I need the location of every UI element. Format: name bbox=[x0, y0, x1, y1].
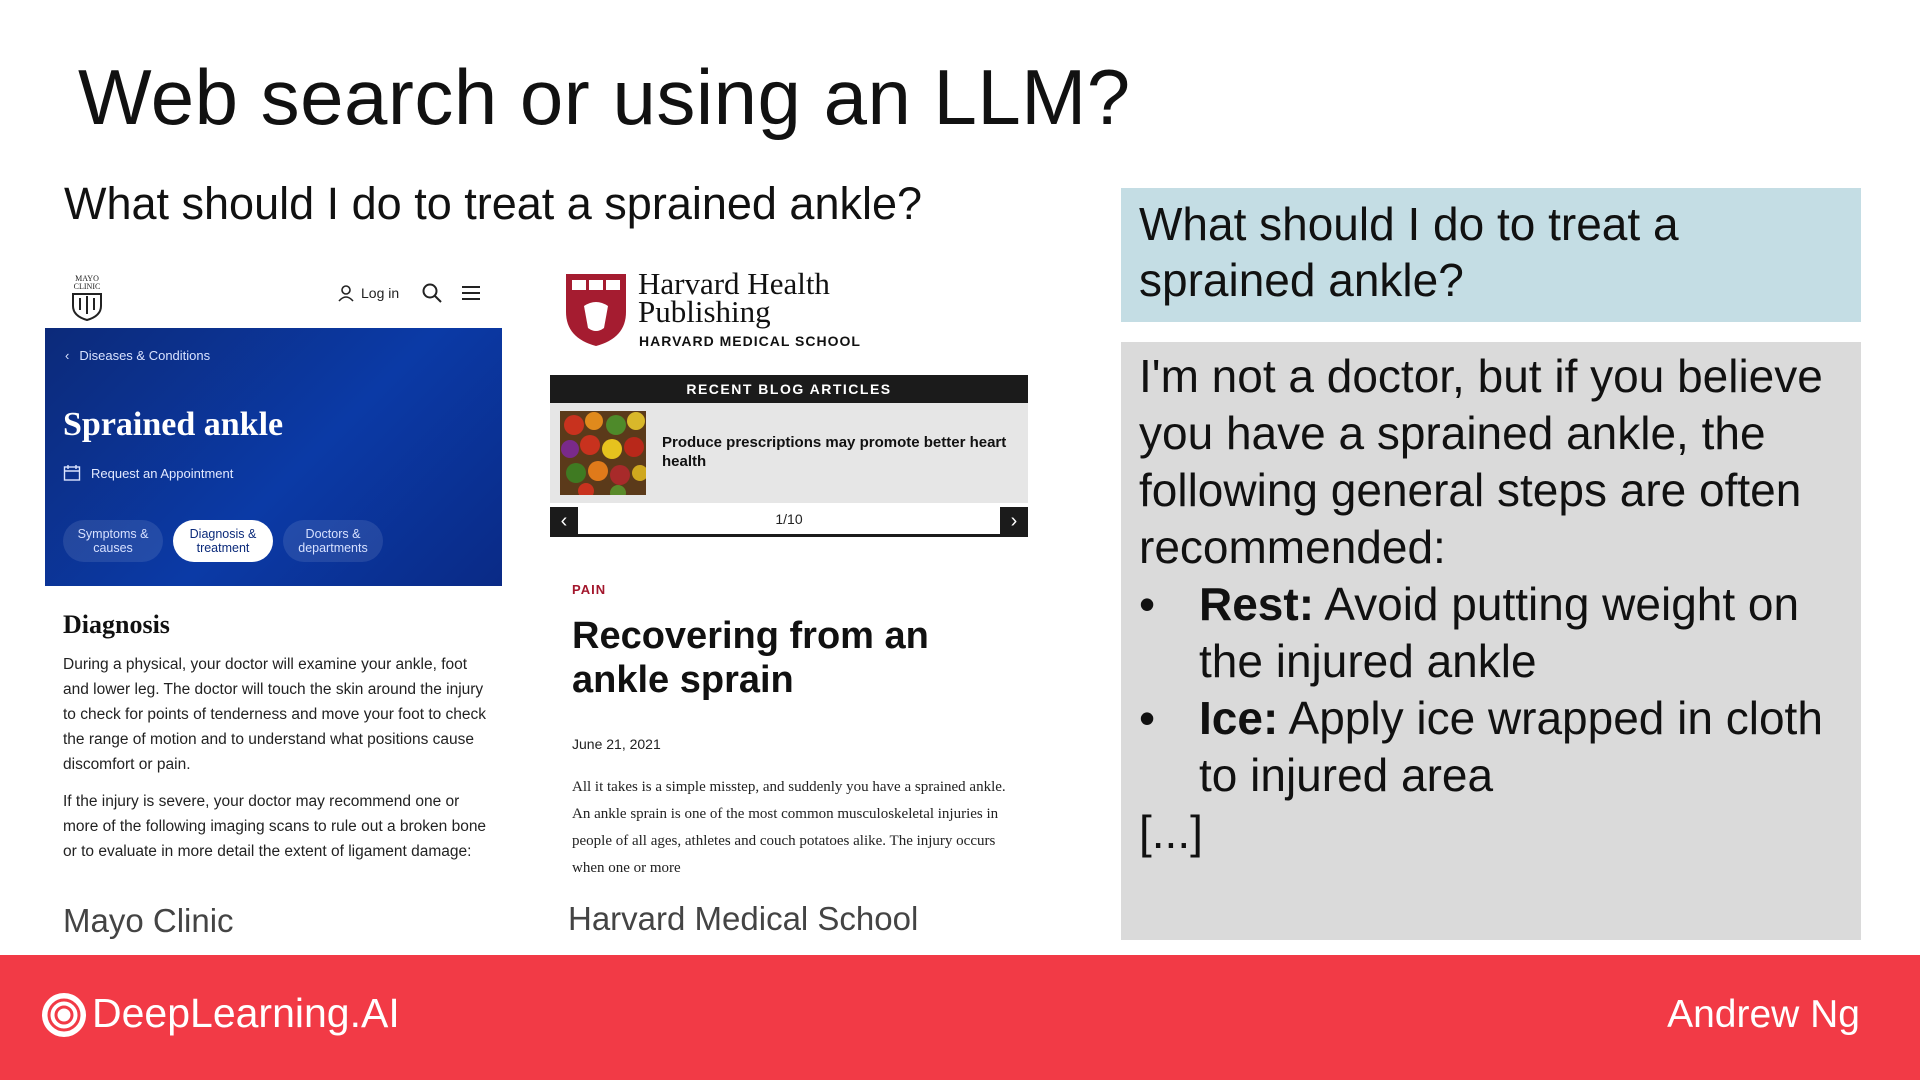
harvard-caption: Harvard Medical School bbox=[568, 900, 919, 937]
deeplearning-logo-icon bbox=[40, 991, 88, 1039]
calendar-icon bbox=[63, 464, 81, 482]
blog-card[interactable] bbox=[550, 403, 1028, 503]
pager-count: 1/10 bbox=[775, 511, 803, 527]
slide-title: Web search or using an LLM? bbox=[78, 53, 1131, 141]
harvard-shield-logo[interactable] bbox=[564, 272, 628, 348]
breadcrumb[interactable] bbox=[65, 348, 210, 363]
recent-blog-bar: RECENT BLOG ARTICLES bbox=[550, 375, 1028, 403]
article-date: June 21, 2021 bbox=[572, 736, 661, 752]
chevron-left-icon: ‹ bbox=[560, 510, 568, 532]
harvard-school: HARVARD MEDICAL SCHOOL bbox=[639, 333, 861, 349]
tab-symptoms-causes[interactable]: Symptoms & causes bbox=[63, 520, 163, 562]
chevron-right-icon: › bbox=[1010, 510, 1018, 532]
user-icon bbox=[337, 284, 355, 302]
llm-steps-list bbox=[1139, 576, 1843, 804]
article-title: Recovering from an ankle sprain bbox=[572, 615, 929, 701]
diagnosis-paragraph-2: If the injury is severe, your doctor may recommend one or more of the following imaging scans to rule out a broken bone or to evaluate in more detail the extent of ligament damage: bbox=[63, 793, 487, 860]
hamburger-menu-icon[interactable] bbox=[461, 284, 481, 302]
mayo-header bbox=[45, 262, 502, 328]
blog-card-title: Produce prescriptions may promote better heart health bbox=[662, 434, 1007, 470]
step-text: Avoid putting weight on the injured ankle bbox=[1199, 578, 1800, 687]
login-label: Log in bbox=[361, 285, 400, 301]
chevron-left-icon: ‹ bbox=[65, 348, 70, 363]
page-title: Sprained ankle bbox=[63, 406, 284, 443]
footer-bar bbox=[0, 955, 1920, 1080]
article-body: All it takes is a simple misstep, and suddenly you have a sprained ankle. An ankle sprain is one of the most common musculoskeletal injuries in people of all ages, athletes and couch potatoes alike. The injury occurs when one or more bbox=[572, 779, 1006, 876]
pager-next-button[interactable] bbox=[1000, 507, 1028, 535]
diagnosis-paragraph-1: During a physical, your doctor will examine your ankle, foot and lower leg. The doctor will touch the skin around the injury to check for points of tenderness and move your foot to check the range of motion and to understand what positions cause discomfort or pain. bbox=[63, 656, 487, 773]
blog-pager bbox=[550, 503, 1028, 537]
article-category[interactable]: PAIN bbox=[572, 582, 607, 597]
request-appointment-link[interactable] bbox=[63, 464, 233, 482]
tab-diagnosis-treatment[interactable]: Diagnosis & treatment bbox=[173, 520, 273, 562]
step-term: Ice: bbox=[1199, 692, 1279, 744]
llm-user-prompt: What should I do to treat a sprained ankle? bbox=[1121, 188, 1861, 322]
harvard-publisher-name bbox=[638, 266, 830, 329]
bullet-icon: • bbox=[1139, 578, 1156, 630]
svg-text:CLINIC: CLINIC bbox=[73, 282, 101, 291]
login-link[interactable] bbox=[337, 284, 399, 302]
mayo-clinic-panel bbox=[45, 262, 502, 962]
llm-response bbox=[1121, 342, 1861, 940]
presenter-name: Andrew Ng bbox=[1667, 993, 1860, 1036]
svg-text:MAYO: MAYO bbox=[75, 274, 99, 283]
appointment-label: Request an Appointment bbox=[91, 465, 234, 481]
mayo-hero bbox=[45, 328, 502, 586]
search-icon[interactable] bbox=[421, 282, 443, 304]
mayo-tabs bbox=[63, 520, 383, 562]
publisher-line-1: Harvard Health bbox=[638, 266, 830, 301]
brand-name: DeepLearning.AI bbox=[92, 990, 400, 1036]
publisher-line-2: Publishing bbox=[638, 294, 771, 329]
section-title: Diagnosis bbox=[63, 610, 170, 639]
search-question: What should I do to treat a sprained ankle? bbox=[64, 178, 923, 229]
llm-response-intro: I'm not a doctor, but if you believe you have a sprained ankle, the following general steps are often recommended: bbox=[1139, 350, 1823, 573]
list-item bbox=[1139, 576, 1843, 690]
mayo-clinic-logo[interactable] bbox=[65, 272, 109, 322]
llm-ellipsis: [...] bbox=[1139, 806, 1203, 858]
produce-image bbox=[560, 411, 646, 495]
step-term: Rest: bbox=[1199, 578, 1315, 630]
harvard-panel bbox=[550, 262, 1028, 962]
list-item bbox=[1139, 690, 1843, 804]
tab-doctors-departments[interactable]: Doctors & departments bbox=[283, 520, 383, 562]
step-text: Apply ice wrapped in cloth to injured area bbox=[1199, 692, 1823, 801]
mayo-caption: Mayo Clinic bbox=[63, 902, 234, 939]
bullet-icon: • bbox=[1139, 692, 1156, 744]
breadcrumb-label: Diseases & Conditions bbox=[79, 348, 211, 363]
